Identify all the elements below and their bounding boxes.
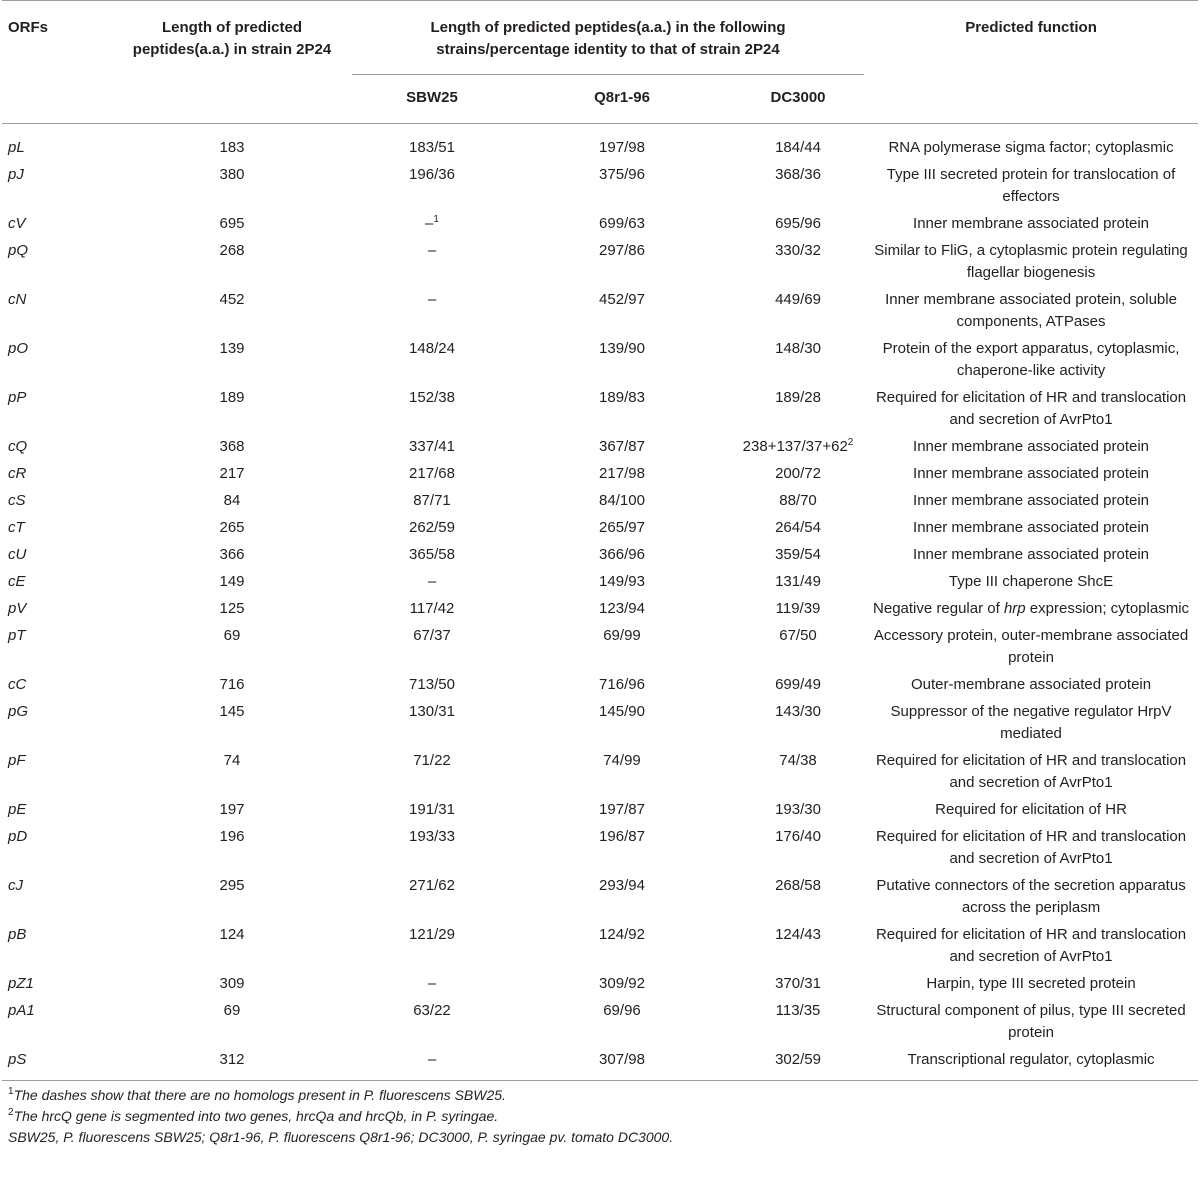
table-row	[2, 540, 1198, 567]
cell-q8r1-96: 197/98	[599, 139, 645, 156]
table-row	[2, 996, 1198, 1045]
footnote-2: $^2$The hrcQ gene is segmented into two genes, hrcQa and hrcQb, in P. syringae.	[8, 1107, 499, 1124]
header-strain-group: Length of predicted peptides(a.a.) in the following strains/percentage identity to that of strain 2P24	[430, 19, 786, 58]
cell-q8r1-96: 69/96	[603, 1002, 641, 1019]
cell-orf: cE	[8, 573, 26, 590]
cell-length-2p24: 265	[219, 519, 245, 536]
cell-dc3000: 124/43	[775, 926, 821, 943]
cell-orf: cQ	[8, 438, 28, 455]
cell-length-2p24: 69	[223, 627, 241, 644]
cell-q8r1-96: 139/90	[599, 340, 645, 357]
cell-dc3000: 699/49	[775, 676, 821, 693]
cell-dc3000: 368/36	[775, 166, 821, 183]
table-row	[2, 697, 1198, 746]
cell-q8r1-96: 307/98	[599, 1051, 645, 1068]
cell-dc3000: 189/28	[775, 389, 821, 406]
cell-orf: cJ	[8, 877, 23, 894]
cell-length-2p24: 312	[219, 1051, 245, 1068]
cell-predicted-function: Inner membrane associated protein	[913, 546, 1150, 563]
cell-length-2p24: 452	[219, 291, 245, 308]
table-row	[2, 746, 1198, 795]
cell-orf: pQ	[8, 242, 29, 259]
cell-dc3000: 113/35	[775, 1002, 821, 1019]
header-orfs: ORFs	[8, 19, 49, 36]
cell-q8r1-96: 149/93	[599, 573, 645, 590]
cell-dc3000: 330/32	[775, 242, 821, 259]
cell-dc3000: 148/30	[775, 340, 821, 357]
cell-dc3000: 131/49	[775, 573, 821, 590]
cell-q8r1-96: 69/99	[603, 627, 641, 644]
cell-sbw25: 262/59	[409, 519, 455, 536]
cell-predicted-function: Required for elicitation of HR and translocation and secretion of AvrPto1	[875, 926, 1187, 965]
cell-length-2p24: 380	[219, 166, 245, 183]
cell-orf: pA1	[8, 1002, 35, 1019]
cell-predicted-function: Suppressor of the negative regulator HrpV mediated	[890, 703, 1172, 742]
cell-length-2p24: 149	[219, 573, 245, 590]
cell-length-2p24: 183	[219, 139, 245, 156]
cell-q8r1-96: 367/87	[599, 438, 645, 455]
header-predicted-function: Predicted function	[965, 19, 1097, 36]
cell-predicted-function: Inner membrane associated protein, soluble components, ATPases	[885, 291, 1177, 330]
cell-q8r1-96: 123/94	[599, 600, 645, 617]
footnotes	[2, 1081, 1198, 1148]
table-row	[2, 969, 1198, 996]
cell-orf: pS	[8, 1051, 27, 1068]
table-row	[2, 160, 1198, 209]
cell-predicted-function: Inner membrane associated protein	[913, 215, 1150, 232]
cell-q8r1-96: 309/92	[599, 975, 645, 992]
cell-predicted-function: Required for elicitation of HR and translocation and secretion of AvrPto1	[875, 389, 1187, 428]
cell-predicted-function: Type III chaperone ShcE	[948, 573, 1114, 590]
header-dc3000: DC3000	[770, 89, 826, 106]
table-row	[2, 567, 1198, 594]
cell-sbw25: 87/71	[413, 492, 451, 509]
cell-sbw25: 117/42	[409, 600, 455, 617]
cell-predicted-function: Putative connectors of the secretion apparatus across the periplasm	[876, 877, 1186, 916]
cell-predicted-function: Inner membrane associated protein	[913, 492, 1150, 509]
cell-dc3000: 268/58	[775, 877, 821, 894]
cell-orf: pP	[8, 389, 27, 406]
cell-q8r1-96: 145/90	[599, 703, 645, 720]
cell-orf: pT	[8, 627, 26, 644]
footnote-abbreviations: SBW25, P. fluorescens SBW25; Q8r1-96, P. fluorescens Q8r1-96; DC3000, P. syringae pv. tomato DC3000.	[8, 1129, 674, 1145]
cell-q8r1-96: 217/98	[599, 465, 645, 482]
cell-length-2p24: 125	[219, 600, 245, 617]
cell-dc3000: 695/96	[775, 215, 821, 232]
cell-length-2p24: 189	[219, 389, 245, 406]
cell-q8r1-96: 716/96	[599, 676, 645, 693]
cell-q8r1-96: 265/97	[599, 519, 645, 536]
table-row	[2, 594, 1198, 621]
table-row	[2, 486, 1198, 513]
cell-predicted-function: Similar to FliG, a cytoplasmic protein regulating flagellar biogenesis	[874, 242, 1188, 281]
cell-sbw25: –	[427, 291, 437, 308]
cell-q8r1-96: 699/63	[599, 215, 645, 232]
cell-sbw25: 713/50	[409, 676, 455, 693]
table-row	[2, 432, 1198, 459]
cell-orf: pL	[8, 139, 25, 156]
table-row	[2, 209, 1198, 236]
cell-predicted-function: Negative regular of hrp expression; cytoplasmic	[873, 600, 1190, 617]
cell-length-2p24: 309	[219, 975, 245, 992]
cell-q8r1-96: 74/99	[603, 752, 641, 769]
cell-dc3000: 184/44	[775, 139, 821, 156]
cell-sbw25: 196/36	[409, 166, 455, 183]
cell-dc3000: 370/31	[775, 975, 821, 992]
cell-dc3000: 119/39	[775, 600, 821, 617]
cell-length-2p24: 145	[219, 703, 245, 720]
cell-sbw25: 193/33	[409, 828, 455, 845]
cell-orf: pV	[8, 600, 27, 617]
cell-sbw25: –$^1$	[425, 214, 439, 232]
cell-predicted-function: Inner membrane associated protein	[913, 465, 1150, 482]
cell-orf: pO	[8, 340, 29, 357]
cell-sbw25: –	[427, 1051, 437, 1068]
table-row	[2, 459, 1198, 486]
header-sbw25: SBW25	[406, 89, 458, 106]
cell-dc3000: 176/40	[775, 828, 821, 845]
cell-length-2p24: 74	[223, 752, 241, 769]
cell-length-2p24: 196	[219, 828, 245, 845]
cell-length-2p24: 368	[219, 438, 245, 455]
cell-orf: pG	[8, 703, 29, 720]
cell-orf: cC	[8, 676, 27, 693]
cell-sbw25: 217/68	[409, 465, 455, 482]
cell-dc3000: 193/30	[775, 801, 821, 818]
cell-predicted-function: Harpin, type III secreted protein	[926, 975, 1136, 992]
cell-predicted-function: Required for elicitation of HR	[935, 801, 1127, 818]
cell-dc3000: 359/54	[775, 546, 821, 563]
cell-predicted-function: Inner membrane associated protein	[913, 438, 1150, 455]
cell-orf: pF	[8, 752, 26, 769]
cell-orf: pB	[8, 926, 27, 943]
cell-length-2p24: 84	[223, 492, 241, 509]
cell-q8r1-96: 196/87	[599, 828, 645, 845]
cell-length-2p24: 197	[219, 801, 245, 818]
cell-dc3000: 200/72	[775, 465, 821, 482]
cell-predicted-function: Type III secreted protein for translocation of effectors	[886, 166, 1176, 205]
cell-orf: pJ	[8, 166, 24, 183]
table-row	[2, 334, 1198, 383]
cell-sbw25: 365/58	[409, 546, 455, 563]
cell-q8r1-96: 84/100	[599, 492, 645, 509]
orf-comparison-table	[2, 0, 1198, 1081]
cell-orf: cN	[8, 291, 27, 308]
table-row	[2, 670, 1198, 697]
cell-dc3000: 449/69	[775, 291, 821, 308]
cell-orf: cR	[8, 465, 27, 482]
table-row	[2, 795, 1198, 822]
table-row	[2, 621, 1198, 670]
cell-length-2p24: 217	[219, 465, 245, 482]
cell-orf: pD	[8, 828, 28, 845]
cell-orf: cT	[8, 519, 25, 536]
cell-dc3000: 67/50	[779, 627, 817, 644]
cell-sbw25: –	[427, 573, 437, 590]
table-row	[2, 383, 1198, 432]
cell-sbw25: 71/22	[413, 752, 451, 769]
cell-predicted-function: Transcriptional regulator, cytoplasmic	[907, 1051, 1155, 1068]
cell-orf: cV	[8, 215, 26, 232]
cell-sbw25: 130/31	[409, 703, 455, 720]
cell-predicted-function: RNA polymerase sigma factor; cytoplasmic	[888, 139, 1174, 156]
table-row	[2, 822, 1198, 871]
table-row	[2, 124, 1198, 161]
cell-sbw25: 271/62	[409, 877, 455, 894]
header-q8r1-96: Q8r1-96	[594, 89, 650, 106]
cell-length-2p24: 295	[219, 877, 245, 894]
cell-q8r1-96: 293/94	[599, 877, 645, 894]
cell-length-2p24: 69	[223, 1002, 241, 1019]
cell-orf: pZ1	[8, 975, 34, 992]
cell-q8r1-96: 189/83	[599, 389, 645, 406]
cell-q8r1-96: 366/96	[599, 546, 645, 563]
cell-dc3000: 143/30	[775, 703, 821, 720]
cell-sbw25: 337/41	[409, 438, 455, 455]
cell-sbw25: 191/31	[409, 801, 455, 818]
cell-sbw25: 121/29	[409, 926, 455, 943]
cell-sbw25: –	[427, 975, 437, 992]
footnote-1: $^1$The dashes show that there are no homologs present in P. fluorescens SBW25.	[8, 1086, 506, 1103]
table-body	[2, 124, 1198, 1081]
table-row	[2, 513, 1198, 540]
cell-sbw25: 67/37	[413, 627, 451, 644]
cell-q8r1-96: 297/86	[599, 242, 645, 259]
table-row	[2, 871, 1198, 920]
table-row	[2, 1045, 1198, 1081]
cell-length-2p24: 366	[219, 546, 245, 563]
header-length-2p24: Length of predicted peptides(a.a.) in strain 2P24	[132, 19, 332, 58]
cell-sbw25: 63/22	[413, 1002, 451, 1019]
cell-dc3000: $238+137/37+62^2$	[742, 437, 854, 455]
cell-predicted-function: Protein of the export apparatus, cytoplasmic, chaperone-like activity	[882, 340, 1180, 379]
cell-orf: pE	[8, 801, 27, 818]
table-container	[2, 0, 1198, 1148]
table-row	[2, 920, 1198, 969]
cell-q8r1-96: 197/87	[599, 801, 645, 818]
cell-predicted-function: Inner membrane associated protein	[913, 519, 1150, 536]
cell-length-2p24: 268	[219, 242, 245, 259]
cell-sbw25: 148/24	[409, 340, 455, 357]
table-row	[2, 236, 1198, 285]
cell-length-2p24: 139	[219, 340, 245, 357]
cell-length-2p24: 124	[219, 926, 245, 943]
cell-dc3000: 88/70	[779, 492, 817, 509]
cell-dc3000: 74/38	[779, 752, 817, 769]
cell-length-2p24: 695	[219, 215, 245, 232]
cell-predicted-function: Required for elicitation of HR and translocation and secretion of AvrPto1	[875, 752, 1187, 791]
cell-length-2p24: 716	[219, 676, 245, 693]
cell-orf: cS	[8, 492, 26, 509]
cell-q8r1-96: 375/96	[599, 166, 645, 183]
cell-orf: cU	[8, 546, 27, 563]
cell-dc3000: 264/54	[775, 519, 821, 536]
cell-q8r1-96: 124/92	[599, 926, 645, 943]
cell-predicted-function: Structural component of pilus, type III secreted protein	[876, 1002, 1186, 1041]
cell-predicted-function: Accessory protein, outer-membrane associated protein	[873, 627, 1189, 666]
cell-sbw25: –	[427, 242, 437, 259]
cell-sbw25: 183/51	[409, 139, 455, 156]
cell-sbw25: 152/38	[409, 389, 455, 406]
table-row	[2, 285, 1198, 334]
cell-predicted-function: Required for elicitation of HR and translocation and secretion of AvrPto1	[875, 828, 1187, 867]
cell-q8r1-96: 452/97	[599, 291, 645, 308]
cell-dc3000: 302/59	[775, 1051, 821, 1068]
cell-predicted-function: Outer-membrane associated protein	[910, 676, 1152, 693]
